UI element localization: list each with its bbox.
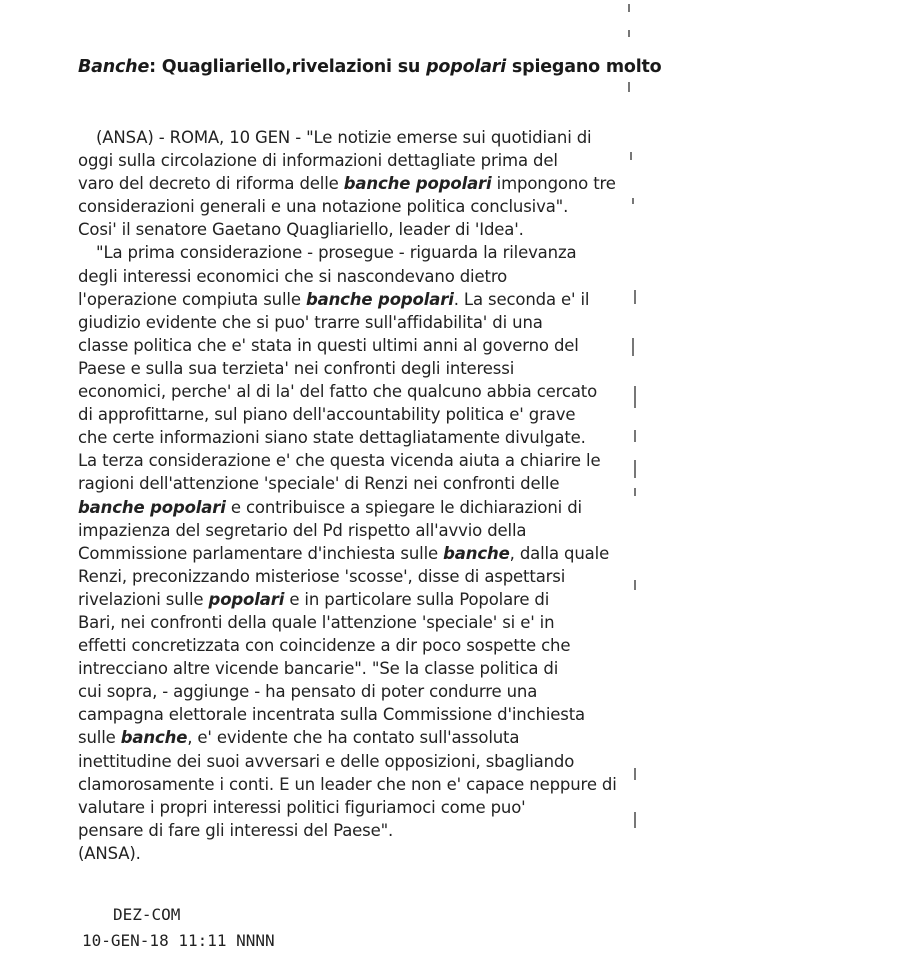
line-text: e in particolare sulla Popolare di — [284, 589, 550, 609]
line-text: classe politica che e' stata in questi ultimi anni al governo del — [78, 335, 579, 355]
scan-edge-mark — [634, 580, 636, 590]
article-line — [78, 426, 617, 449]
line-text: che certe informazioni siano state dettagliatamente divulgate. — [78, 428, 586, 448]
line-text: di approfittarne, sul piano dell'accountability politica e' grave — [78, 405, 576, 425]
line-text: impongono tre — [491, 174, 616, 194]
article-line — [78, 657, 617, 680]
line-text: clamorosamente i conti. E un leader che non e' capace neppure di — [78, 774, 617, 794]
keyword-highlight: banche popolari — [78, 497, 226, 517]
article-line — [78, 380, 617, 403]
line-text: varo del decreto di riforma delle — [78, 174, 344, 194]
dispatch-datetime: 10-GEN-18 11:11 NNNN — [82, 931, 275, 950]
headline-text-end: spiegano molto — [506, 57, 662, 77]
article-line — [78, 172, 617, 195]
scan-edge-mark — [628, 4, 630, 12]
line-text: Paese e sulla sua terzieta' nei confronti degli interessi — [78, 358, 515, 378]
line-text: Cosi' il senatore Gaetano Quagliariello, leader di 'Idea'. — [78, 220, 524, 240]
line-text: Renzi, preconizzando misteriose 'scosse', disse di aspettarsi — [78, 566, 566, 586]
article-line — [78, 796, 617, 819]
article-line — [78, 311, 617, 334]
article-line — [78, 496, 617, 519]
scan-edge-mark — [634, 430, 636, 442]
article-line — [78, 773, 617, 796]
keyword-highlight: banche — [120, 728, 188, 748]
article-line — [78, 726, 617, 749]
headline-keyword-popolari: popolari — [426, 57, 507, 77]
line-text: ragioni dell'attenzione 'speciale' di Renzi nei confronti delle — [78, 474, 560, 494]
line-text: cui sopra, - aggiunge - ha pensato di poter condurre una — [78, 682, 538, 702]
line-text: , dalla quale — [509, 543, 610, 563]
article-line — [78, 218, 617, 241]
scan-edge-mark — [634, 768, 636, 780]
article-line — [78, 519, 617, 542]
line-text: l'operazione compiuta sulle — [78, 289, 306, 309]
article-line — [78, 126, 617, 149]
line-text: Bari, nei confronti della quale l'attenzione 'speciale' si e' in — [78, 612, 555, 632]
line-text: intrecciano altre vicende bancarie". "Se la classe politica di — [78, 659, 559, 679]
line-text: sulle — [78, 728, 121, 748]
line-text: e contribuisce a spiegare le dichiarazioni di — [225, 497, 582, 517]
article-line — [78, 750, 617, 773]
article-line — [78, 634, 617, 657]
scan-edge-mark — [634, 812, 636, 828]
article-line — [78, 703, 617, 726]
dispatch-source-code: DEZ-COM — [113, 905, 181, 924]
line-text: Commissione parlamentare d'inchiesta sulle — [78, 543, 444, 563]
article-line — [78, 403, 617, 426]
article-line — [78, 565, 617, 588]
scan-edge-mark — [634, 386, 636, 408]
line-text: pensare di fare gli interessi del Paese". — [78, 820, 394, 840]
headline-keyword-banche: Banche — [78, 57, 150, 77]
scan-edge-mark — [628, 82, 630, 92]
article-line — [78, 819, 617, 842]
line-text: oggi sulla circolazione di informazioni dettagliate prima del — [78, 151, 558, 171]
scan-edge-mark — [634, 488, 636, 496]
keyword-highlight: popolari — [208, 589, 285, 609]
line-text: (ANSA) - ROMA, 10 GEN - "Le notizie emerse sui quotidiani di — [96, 128, 592, 147]
article-line — [78, 842, 617, 865]
line-text: "La prima considerazione - prosegue - riguarda la rilevanza — [96, 243, 577, 263]
line-text: (ANSA). — [78, 843, 141, 863]
article-line — [78, 265, 617, 288]
headline-text: : Quagliariello,rivelazioni su — [149, 57, 427, 77]
line-text: La terza considerazione e' che questa vicenda aiuta a chiarire le — [78, 451, 601, 471]
line-text: inettitudine dei suoi avversari e delle opposizioni, sbagliando — [78, 751, 575, 771]
keyword-highlight: banche popolari — [343, 174, 492, 194]
line-text: campagna elettorale incentrata sulla Commissione d'inchiesta — [78, 705, 585, 725]
line-text: . La seconda e' il — [453, 289, 590, 309]
line-text: economici, perche' al di la' del fatto che qualcuno abbia cercato — [78, 382, 598, 402]
scan-edge-mark — [632, 338, 634, 356]
line-text: effetti concretizzata con coincidenze a dir poco sospette che — [78, 636, 571, 656]
article-headline — [78, 57, 662, 77]
keyword-highlight: banche popolari — [305, 289, 454, 309]
line-text: giudizio evidente che si puo' trarre sull'affidabilita' di una — [78, 312, 543, 332]
scan-edge-mark — [628, 30, 630, 37]
article-line — [78, 241, 617, 264]
line-text: impazienza del segretario del Pd rispetto all'avvio della — [78, 520, 527, 540]
scan-edge-mark — [634, 290, 636, 304]
scan-edge-mark — [630, 152, 632, 160]
article-line — [78, 472, 617, 495]
article-line — [78, 357, 617, 380]
line-text: degli interessi economici che si nascondevano dietro — [78, 266, 508, 286]
scan-edge-mark — [632, 198, 634, 204]
line-text: considerazioni generali e una notazione politica conclusiva". — [78, 197, 569, 217]
line-text: valutare i propri interessi politici figuriamoci come puo' — [78, 797, 526, 817]
article-line — [78, 334, 617, 357]
article-line — [78, 149, 617, 172]
article-line — [78, 588, 617, 611]
article-body — [78, 126, 617, 865]
line-text: rivelazioni sulle — [78, 589, 209, 609]
article-line — [78, 611, 617, 634]
article-line — [78, 449, 617, 472]
article-line — [78, 542, 617, 565]
article-line — [78, 680, 617, 703]
scan-edge-mark — [634, 460, 636, 478]
article-line — [78, 288, 617, 311]
article-line — [78, 195, 617, 218]
keyword-highlight: banche — [443, 543, 510, 563]
line-text: , e' evidente che ha contato sull'assoluta — [187, 728, 520, 748]
